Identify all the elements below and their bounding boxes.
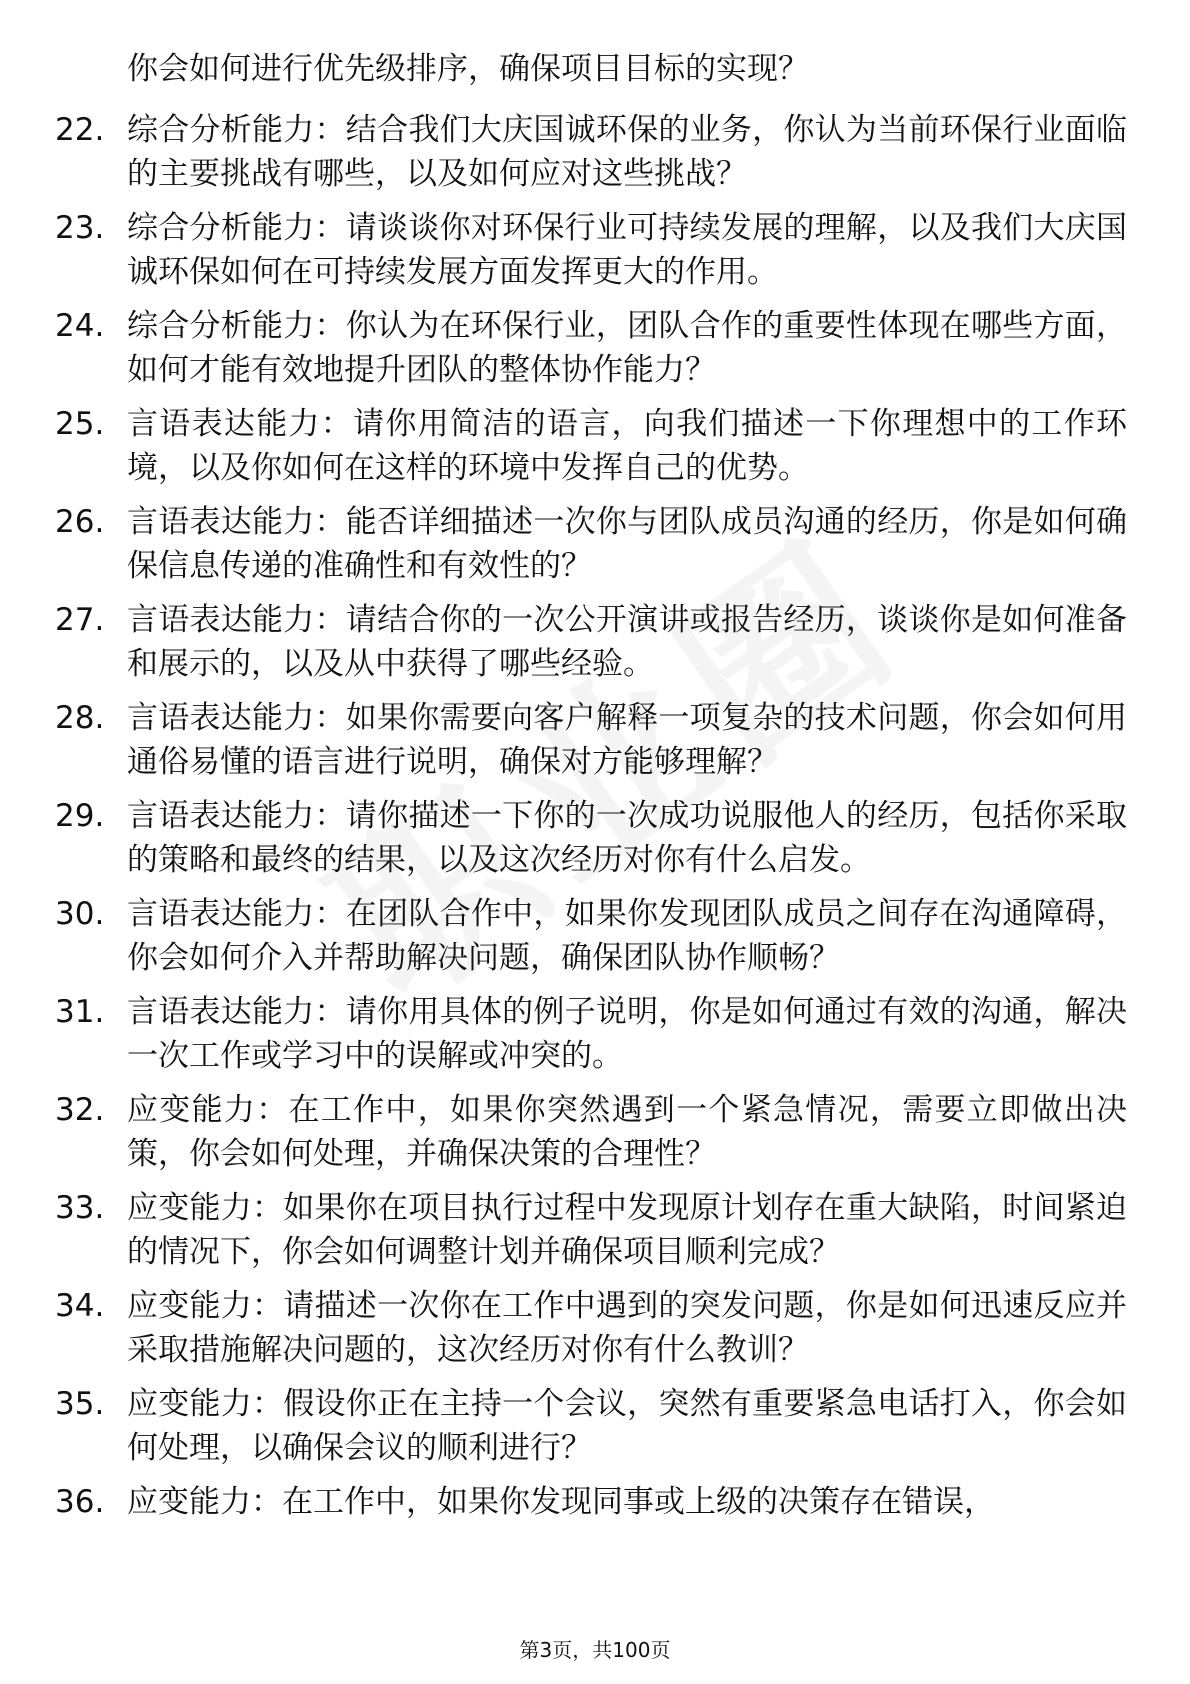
question-number: 24. [55, 308, 105, 344]
question-item-26 [0, 500, 1190, 598]
question-text: 应变能力：如果你在项目执行过程中发现原计划存在重大缺陷，时间紧迫的情况下，你会如何调整计划并确保项目顺利完成？ [127, 1190, 1127, 1270]
question-item-22 [0, 108, 1190, 206]
question-list [0, 108, 1190, 1578]
question-text: 综合分析能力：你认为在环保行业，团队合作的重要性体现在哪些方面，如何才能有效地提升团队的整体协作能力？ [127, 308, 1127, 388]
question-item-33 [0, 1186, 1190, 1284]
question-text: 应变能力：在工作中，如果你发现同事或上级的决策存在错误， [127, 1484, 995, 1520]
question-number: 34. [55, 1288, 105, 1324]
question-item-32 [0, 1088, 1190, 1186]
question-number: 32. [55, 1092, 105, 1128]
question-item-29 [0, 794, 1190, 892]
question-number: 30. [55, 896, 105, 932]
question-text: 应变能力：请描述一次你在工作中遇到的突发问题，你是如何迅速反应并采取措施解决问题的，这次经历对你有什么教训？ [127, 1288, 1127, 1368]
question-text: 言语表达能力：请结合你的一次公开演讲或报告经历，谈谈你是如何准备和展示的，以及从中获得了哪些经验。 [127, 602, 1127, 682]
question-item-35 [0, 1382, 1190, 1480]
question-item-23 [0, 206, 1190, 304]
question-text: 应变能力：假设你正在主持一个会议，突然有重要紧急电话打入，你会如何处理，以确保会议的顺利进行？ [127, 1386, 1127, 1466]
question-text: 综合分析能力：结合我们大庆国诚环保的业务，你认为当前环保行业面临的主要挑战有哪些，以及如何应对这些挑战？ [127, 112, 1127, 192]
page-footer: 第3页，共100页 [519, 1638, 671, 1662]
question-number: 35. [55, 1386, 105, 1422]
question-number: 22. [55, 112, 105, 148]
question-text: 言语表达能力：请你用具体的例子说明，你是如何通过有效的沟通，解决一次工作或学习中的误解或冲突的。 [127, 994, 1127, 1074]
question-number: 33. [55, 1190, 105, 1226]
question-text: 言语表达能力：能否详细描述一次你与团队成员沟通的经历，你是如何确保信息传递的准确性和有效性的？ [127, 504, 1127, 584]
question-item-28 [0, 696, 1190, 794]
question-text: 言语表达能力：在团队合作中，如果你发现团队成员之间存在沟通障碍，你会如何介入并帮助解决问题，确保团队协作顺畅？ [127, 896, 1127, 976]
question-text: 言语表达能力：如果你需要向客户解释一项复杂的技术问题，你会如何用通俗易懂的语言进行说明，确保对方能够理解？ [127, 700, 1127, 780]
question-number: 28. [55, 700, 105, 736]
continued-question-text: 你会如何进行优先级排序，确保项目目标的实现？ [127, 51, 809, 87]
question-item-30 [0, 892, 1190, 990]
question-text: 言语表达能力：请你描述一下你的一次成功说服他人的经历，包括你采取的策略和最终的结果，以及这次经历对你有什么启发。 [127, 798, 1127, 878]
question-number: 29. [55, 798, 105, 834]
question-item-25 [0, 402, 1190, 500]
question-number: 36. [55, 1484, 105, 1520]
question-number: 25. [55, 406, 105, 442]
question-item-36 [0, 1480, 1190, 1578]
question-item-34 [0, 1284, 1190, 1382]
question-number: 31. [55, 994, 105, 1030]
question-item-24 [0, 304, 1190, 402]
question-text: 应变能力：在工作中，如果你突然遇到一个紧急情况，需要立即做出决策，你会如何处理，并确保决策的合理性？ [127, 1092, 1127, 1172]
question-text: 综合分析能力：请谈谈你对环保行业可持续发展的理解，以及我们大庆国诚环保如何在可持续发展方面发挥更大的作用。 [127, 210, 1127, 290]
question-text: 言语表达能力：请你用简洁的语言，向我们描述一下你理想中的工作环境，以及你如何在这样的环境中发挥自己的优势。 [127, 406, 1127, 486]
question-number: 27. [55, 602, 105, 638]
question-number: 23. [55, 210, 105, 246]
question-item-31 [0, 990, 1190, 1088]
question-number: 26. [55, 504, 105, 540]
question-item-27 [0, 598, 1190, 696]
